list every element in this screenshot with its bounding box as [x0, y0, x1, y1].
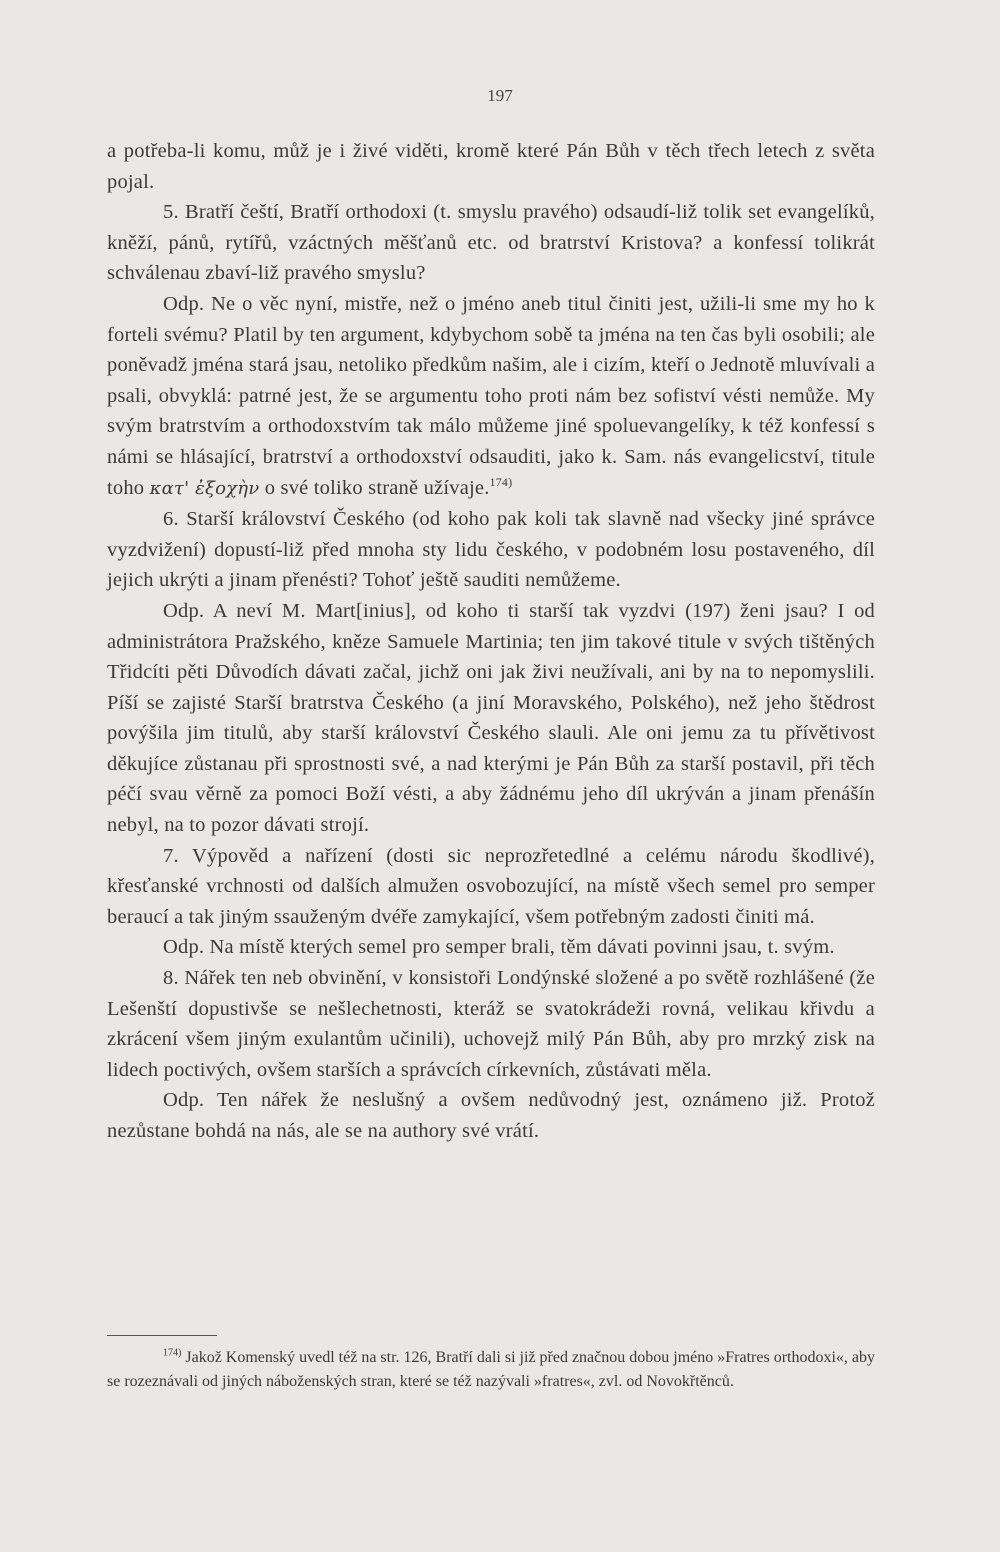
paragraph-4: 6. Starší království Českého (od koho pak koli tak slavně nad všecky jiné správce vyzdvižení) dopustí-liž před mnoha sty lidu českého, v podobném losu postaveného, díl jejich ukrýti a jinam přenésti? Tohoť ještě sauditi nemůžeme.: [107, 508, 875, 592]
body-text: [107, 136, 875, 1147]
paragraph-2: 5. Bratří čeští, Bratří orthodoxi (t. smyslu pravého) odsaudí-liž tolik set evangelíků, kněží, pánů, rytířů, vzáctných měšťanů etc. od bratrství Kristova? a konfessí tolikrát schválenau zbaví-liž pravého smyslu?: [107, 201, 875, 285]
paragraph-3-text-b: o své toliko straně užívaje.: [264, 476, 490, 499]
paragraph-9: Odp. Ten nářek že neslušný a ovšem nedůvodný jest, oznámeno již. Protož nezůstane bohdá na nás, ale se na authory své vrátí.: [107, 1089, 875, 1142]
paragraph-8: 8. Nářek ten neb obvinění, v konsistoři Londýnské složené a po světě rozhlášené (že Lešenští dopustivše se nešlechetnosti, kteráž se svatokrádeži rovná, velikau křivdu a zkrácení všem jiným exulantům učinili), uchovejž milý Pán Bůh, aby pro mrzký zisk na lidech poctivých, ovšem starších a správcích církevních, zůstávati měla.: [107, 967, 875, 1081]
paragraph-7: Odp. Na místě kterých semel pro semper brali, těm dávati povinni jsau, t. svým.: [163, 936, 835, 959]
paragraph-3: [107, 289, 875, 504]
paragraph-1: a potřeba-li komu, můž je i živé viděti, kromě které Pán Bůh v těch třech letech z světa pojal.: [107, 140, 875, 193]
footnote-174: [107, 1346, 875, 1394]
footnotes: [107, 1346, 875, 1394]
paragraph-5: Odp. A neví M. Mart[inius], od koho ti starší tak vyzdvi (197) ženi jsau? I od administrátora Pražského, kněze Samuele Martinia; ten jim takové titule v svých tištěných Třidcíti pěti Důvodích dávati začal, jichž oni jak živi neužívali, ani by na to nepomyslili. Píší se zajisté Starší bratrstva Českého (a jiní Moravského, Polského), než jeho štědrost povýšila jim titulů, aby starší království Českého slauli. Ale oni jemu za tu přívětivost děkujíce zůstanau při sprostnosti své, a nad kterými je Pán Bůh za starší postavil, při těch péčí svau věrně za pomoci Boží vésti, a aby žádnému jeho díl ukrýván a jinam přenášín nebyl, na to pozor dávati strojí.: [107, 599, 875, 837]
paragraph-6: 7. Výpověd a nařízení (dosti sic neprozřetedlné a celému národu škodlivé), křesťanské vrchnosti od dalších almužen osvobozující, na místě všech semel pro semper beraucí a tak jiným ssauženým dvéře zamykající, všem potřebným zadosti činiti má.: [107, 844, 875, 928]
greek-phrase: κατ' ἐξοχὴν: [149, 477, 260, 499]
footnote-marker: 174): [163, 1347, 182, 1359]
page-number: 197: [487, 86, 513, 105]
footnote-reference: 174): [489, 474, 513, 489]
footnote-text: Jakož Komenský uvedl též na str. 126, Bratří dali si již před značnou dobou jméno »Fratres orthodoxi«, aby se rozeznávali od jiných náboženských stran, které se též nazývali »fratres«, zvl. od Novokřtěnců.: [107, 1349, 876, 1390]
paragraph-3-text-a: Odp. Ne o věc nyní, mistře, než o jméno aneb titul činiti jest, užili-li sme my ho k forteli svému? Platil by ten argument, kdybychom sobě ta jména na ten čas byli osobili; ale poněvadž jména stará jsau, netoliko předkům našim, ale i cizím, kteří o Jednotě mluvívali a psali, obvyklá: patrné jest, že se argumentu toho proti nám bez sofiství vésti nemůže. My svým bratrstvím a orthodoxstvím tak málo můžeme jiné spoluevangelíky, k též konfessí s námi se hlásající, bratrství a orthodoxství odsauditi, jako k. Sam. nás evangelicství, titule toho: [107, 292, 875, 499]
footnote-divider: [107, 1335, 217, 1336]
